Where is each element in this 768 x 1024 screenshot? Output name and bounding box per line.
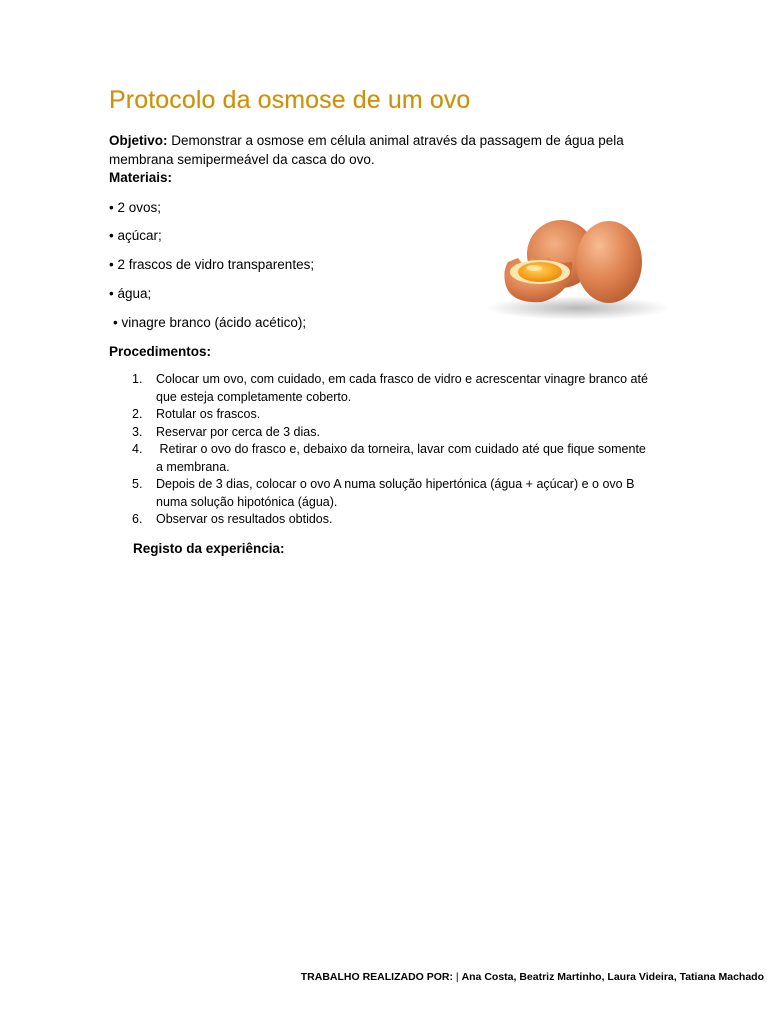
register-heading: Registo da experiência: [133,541,285,556]
step-number: 2. [132,407,143,421]
objective-paragraph [109,131,669,169]
materials-heading: Materiais: [109,170,173,185]
procedure-step [132,406,652,424]
procedure-step [132,441,652,476]
page-title: Protocolo da osmose de um ovo [109,86,471,114]
step-number: 5. [132,477,143,491]
procedure-step [132,424,652,442]
objective-text: Demonstrar a osmose em célula animal através da passagem de água pela membrana semipermeável da casca do ovo. [109,133,624,167]
procedure-step [132,511,652,529]
material-item: • 2 ovos; [109,200,162,215]
objective-label: Objetivo: [109,133,168,148]
material-item: • 2 frascos de vidro transparentes; [109,257,315,272]
procedure-steps [132,371,652,529]
step-text: Colocar um ovo, com cuidado, em cada frasco de vidro e acrescentar vinagre branco até que esteja completamente coberto. [156,372,648,404]
step-number: 4. [132,442,143,456]
material-item: • açúcar; [109,228,162,243]
step-number: 3. [132,424,143,439]
eggs-illustration [468,196,680,330]
footer-separator: | [453,971,462,983]
material-item: • água; [109,286,152,301]
eggs-photo [468,196,680,330]
step-text: Retirar o ovo do frasco e, debaixo da torneira, lavar com cuidado até que fique somente a membrana. [156,442,650,474]
step-number: 6. [132,512,143,526]
egg-right [576,221,642,303]
egg-yolk [518,262,562,282]
step-number: 1. [132,372,143,386]
step-text: Depois de 3 dias, colocar o ovo A numa solução hipertónica (água + açúcar) e o ovo B numa solução hipotónica (água). [156,477,635,509]
footer-label: TRABALHO REALIZADO POR: [300,971,453,983]
step-text: Observar os resultados obtidos. [156,512,333,526]
procedure-step [132,476,652,511]
shadow [486,296,670,320]
step-text: Reservar por cerca de 3 dias. [156,424,320,439]
footer-authors: Ana Costa, Beatriz Martinho, Laura Videira, Tatiana Machado [461,971,764,983]
procedure-step [132,371,652,406]
procedures-heading: Procedimentos: [109,344,212,359]
footer-credits [301,971,764,983]
material-item: • vinagre branco (ácido acético); [113,315,307,330]
step-text: Rotular os frascos. [156,407,261,421]
